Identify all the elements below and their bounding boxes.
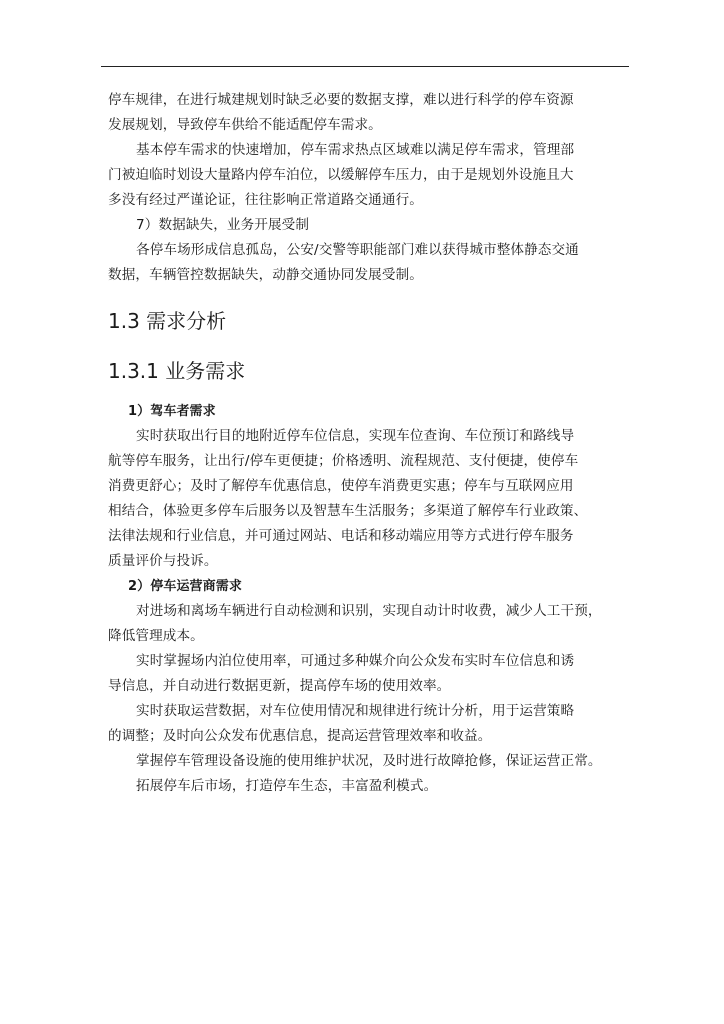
- paragraph-line: 数据，车辆管控数据缺失，动静交通协同发展受制。: [108, 267, 423, 283]
- paragraph-line: 拓展停车后市场，打造停车生态，丰富盈利模式。: [136, 778, 438, 794]
- paragraph-line: 停车规律，在进行城建规划时缺乏必要的数据支撑，难以进行科学的停车资源: [108, 92, 574, 108]
- paragraph-line: 基本停车需求的快速增加，停车需求热点区域难以满足停车需求，管理部: [136, 142, 575, 158]
- section-heading: 1.3 需求分析: [108, 309, 227, 333]
- paragraph-line: 航等停车服务，让出行/停车更便捷；价格透明、流程规范、支付便捷，使停车: [108, 453, 579, 469]
- paragraph-line: 导信息，并自动进行数据更新，提高停车场的使用效率。: [108, 678, 451, 694]
- paragraph-line: 门被迫临时划设大量路内停车泊位，以缓解停车压力，由于是规划外设施且大: [108, 167, 574, 183]
- paragraph-line: 降低管理成本。: [108, 628, 204, 644]
- paragraph-line: 多没有经过严谨论证，往往影响正常道路交通通行。: [108, 192, 423, 208]
- operator-needs-title: 2）停车运营商需求: [128, 579, 242, 594]
- paragraph-line: 法律法规和行业信息，并可通过网站、电话和移动端应用等方式进行停车服务: [108, 528, 574, 544]
- paragraph-line: 发展规划，导致停车供给不能适配停车需求。: [108, 117, 382, 133]
- paragraph-line: 对进场和离场车辆进行自动检测和识别，实现自动计时收费，减少人工干预，: [136, 603, 602, 619]
- list-item-heading: 7）数据缺失，业务开展受制: [136, 217, 310, 233]
- driver-needs-title: 1）驾车者需求: [128, 404, 216, 419]
- paragraph-line: 消费更舒心；及时了解停车优惠信息，使停车消费更实惠；停车与互联网应用: [108, 478, 574, 494]
- paragraph-line: 实时获取出行目的地附近停车位信息，实现车位查询、车位预订和路线导: [136, 428, 575, 444]
- paragraph-line: 各停车场形成信息孤岛，公安/交警等职能部门难以获得城市整体静态交通: [136, 242, 579, 258]
- paragraph-line: 掌握停车管理设备设施的使用维护状况，及时进行故障抢修，保证运营正常。: [136, 753, 602, 769]
- paragraph-line: 相结合，体验更多停车后服务以及智慧车生活服务；多渠道了解停车行业政策、: [108, 503, 588, 519]
- header-rule: [101, 66, 629, 67]
- document-body: [108, 88, 628, 799]
- paragraph-line: 实时获取运营数据，对车位使用情况和规律进行统计分析，用于运营策略: [136, 703, 575, 719]
- paragraph-line: 实时掌握场内泊位使用率，可通过多种媒介向公众发布实时车位信息和诱: [136, 653, 575, 669]
- paragraph-line: 质量评价与投诉。: [108, 553, 218, 569]
- paragraph-line: 的调整；及时向公众发布优惠信息，提高运营管理效率和收益。: [108, 728, 492, 744]
- subsection-heading: 1.3.1 业务需求: [108, 359, 246, 383]
